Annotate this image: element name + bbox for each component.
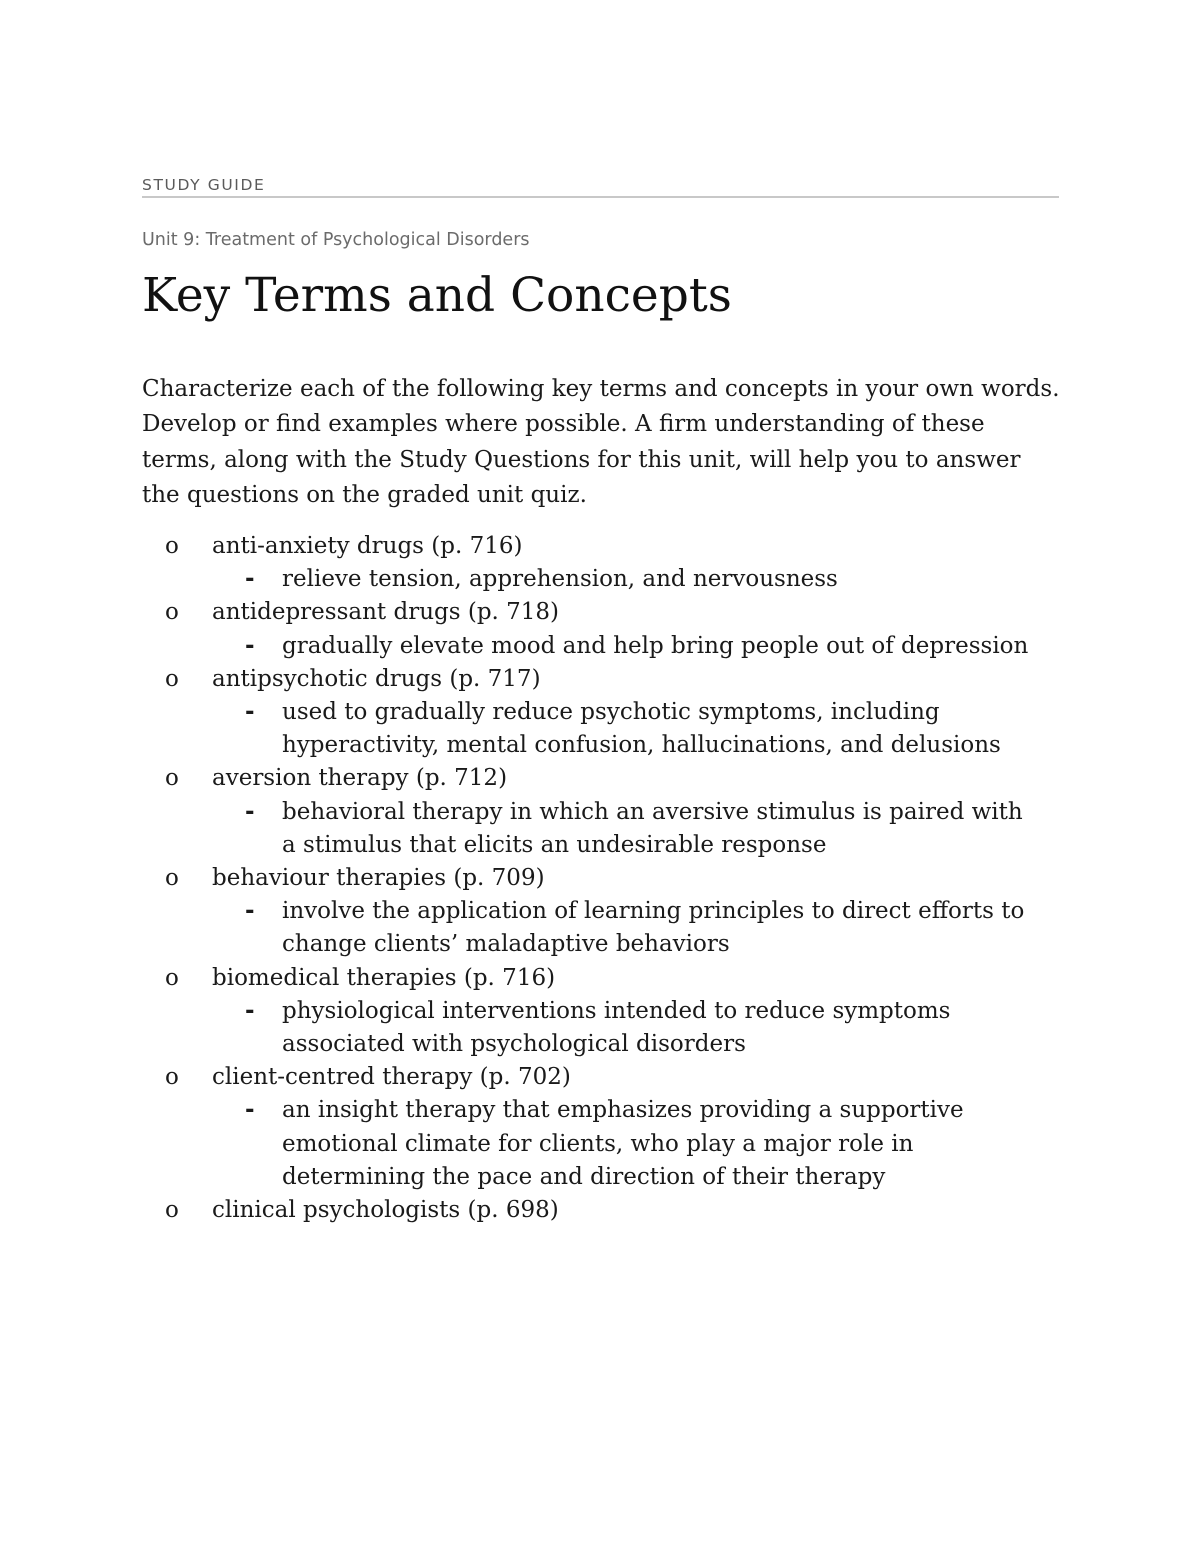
definition-list [212, 895, 1060, 961]
dash-bullet-icon: - [245, 997, 255, 1024]
term-name: biomedical therapies (p. 716) [212, 964, 556, 991]
dash-bullet-icon: - [245, 898, 255, 925]
definition-item [212, 563, 1060, 596]
definition-item [212, 796, 1060, 862]
definition-text: an insight therapy that emphasizes providing a supportive emotional climate for clients, who play a major role in determining the pace and direction of their therapy [282, 1097, 964, 1190]
term-item [142, 862, 1060, 962]
term-item [142, 663, 1060, 763]
definition-text: physiological interventions intended to reduce symptoms associated with psychological disorders [282, 997, 951, 1058]
circle-bullet-icon: o [165, 599, 179, 626]
definition-text: involve the application of learning principles to direct efforts to change clients’ maladaptive behaviors [282, 898, 1025, 958]
header-divider [142, 196, 1059, 198]
unit-subtitle: Unit 9: Treatment of Psychological Disorders [142, 230, 530, 250]
definition-item [212, 630, 1060, 663]
definition-list [212, 563, 1060, 596]
circle-bullet-icon: o [165, 765, 179, 792]
term-name: anti-anxiety drugs (p. 716) [212, 533, 523, 559]
definition-item [212, 1094, 1060, 1194]
definition-text: behavioral therapy in which an aversive stimulus is paired with a stimulus that elicits an undesirable response [282, 798, 1023, 858]
term-item [142, 1061, 1060, 1194]
definition-list [212, 1094, 1060, 1194]
dash-bullet-icon: - [245, 699, 255, 726]
circle-bullet-icon: o [165, 665, 179, 692]
term-item [142, 1194, 1060, 1227]
definition-item [212, 895, 1060, 961]
circle-bullet-icon: o [165, 533, 179, 559]
dash-bullet-icon: - [245, 1097, 255, 1124]
definition-item [212, 696, 1060, 762]
definition-list [212, 796, 1060, 862]
definition-item [212, 995, 1060, 1061]
definition-list [212, 630, 1060, 663]
circle-bullet-icon: o [165, 1197, 179, 1224]
definition-list [212, 696, 1060, 762]
definition-text: relieve tension, apprehension, and nervousness [282, 566, 838, 593]
section-label: STUDY GUIDE [142, 176, 266, 194]
term-name: antipsychotic drugs (p. 717) [212, 665, 541, 692]
circle-bullet-icon: o [165, 865, 179, 892]
definition-text: gradually elevate mood and help bring people out of depression [282, 632, 1029, 659]
circle-bullet-icon: o [165, 1064, 179, 1091]
term-item [142, 962, 1060, 1062]
definition-list [212, 995, 1060, 1061]
term-item [142, 596, 1060, 662]
term-name: client-centred therapy (p. 702) [212, 1064, 571, 1091]
page-title: Key Terms and Concepts [142, 268, 732, 323]
term-item [142, 762, 1060, 862]
dash-bullet-icon: - [245, 566, 255, 593]
intro-paragraph: Characterize each of the following key terms and concepts in your own words. Develop or find examples where possible. A firm understanding of these terms, along with the Study Questions for this unit, will help you to answer the questions on the graded unit quiz. [142, 376, 1060, 508]
term-item [142, 530, 1060, 596]
term-name: antidepressant drugs (p. 718) [212, 599, 560, 626]
dash-bullet-icon: - [245, 798, 255, 825]
circle-bullet-icon: o [165, 964, 179, 991]
key-terms-list [142, 530, 1060, 1227]
term-name: behaviour therapies (p. 709) [212, 865, 545, 892]
term-name: aversion therapy (p. 712) [212, 765, 508, 792]
definition-text: used to gradually reduce psychotic symptoms, including hyperactivity, mental confusion, hallucinations, and delusions [282, 699, 1001, 759]
dash-bullet-icon: - [245, 632, 255, 659]
term-name: clinical psychologists (p. 698) [212, 1197, 559, 1224]
